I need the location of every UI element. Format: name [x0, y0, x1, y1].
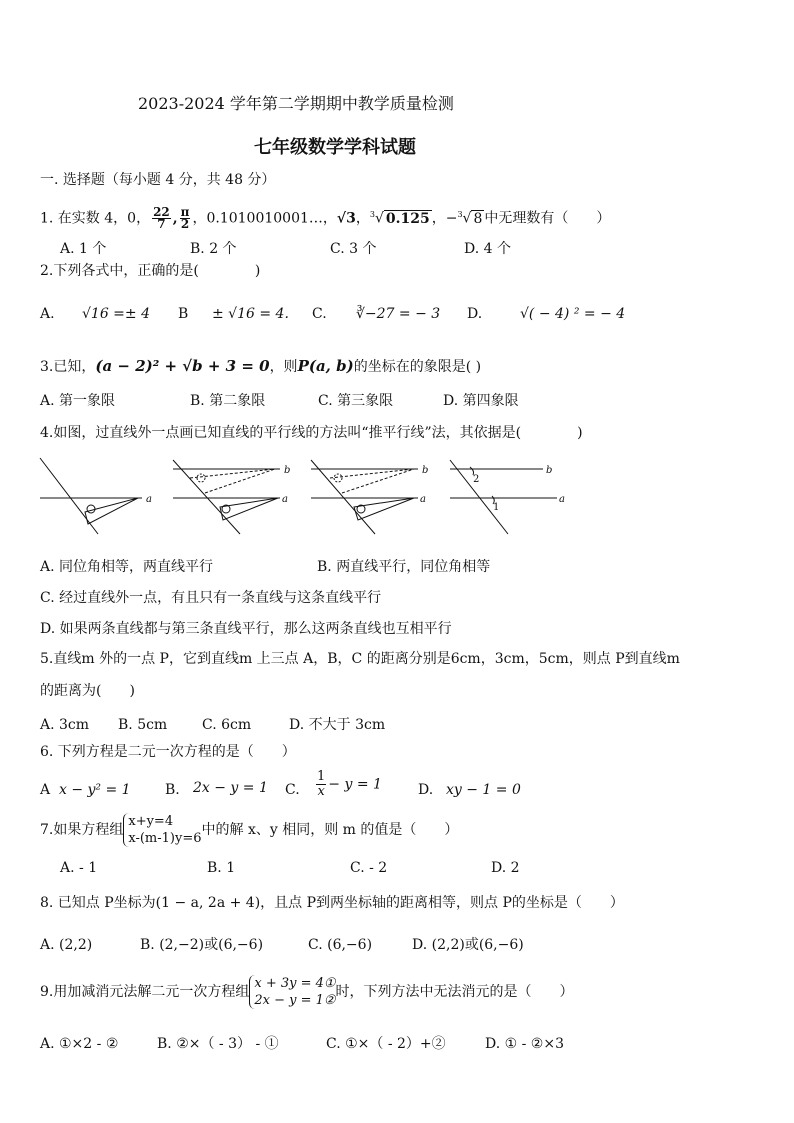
- q9-text-a: 9.用加减消元法解二元一次方程组: [40, 984, 250, 1000]
- q4-option-c[interactable]: C. 经过直线外一点，有且只有一条直线与这条直线平行: [40, 590, 382, 606]
- transversal: [173, 460, 240, 534]
- frac-num: 22: [153, 205, 170, 220]
- q2-option-a-expr: √16 =± 4: [82, 306, 151, 322]
- angle-label-2: 2: [473, 474, 480, 485]
- cbrt-radicand-8: 8: [473, 210, 483, 227]
- equation-system: [123, 813, 201, 847]
- q6-option-b-expr: 2x − y = 1: [193, 780, 268, 796]
- equation-2: x-(m-1)y=6: [128, 831, 202, 846]
- set-square: [220, 498, 278, 520]
- equation-2: 2x − y = 1②: [254, 993, 336, 1008]
- question-1-stem: 1. 在实数 4，0， $\frac{22}{7}$ , $\frac{\pi}{2}$ ，0.1010010001…，√3，$^3$√ 0.125 ，−$^3$√ 8 中无理数有（ ）: [40, 205, 611, 232]
- label-b: b: [422, 465, 429, 476]
- set-square-hole-dashed: [197, 474, 205, 482]
- frac-den: 2: [180, 217, 190, 232]
- transversal: [450, 460, 508, 534]
- q2-option-d-label[interactable]: D.: [467, 306, 483, 322]
- q3-expression: (a − 2)² + √b + 3 = 0: [95, 357, 270, 375]
- fraction-22-7: [152, 207, 171, 230]
- label-b: b: [546, 465, 553, 476]
- q7-option-d[interactable]: D. 2: [491, 860, 520, 876]
- q3-text-c: 的坐标在的象限是( ): [353, 359, 482, 375]
- question-3-stem: [40, 357, 481, 376]
- q9-option-d[interactable]: D. ① - ②×3: [485, 1036, 564, 1052]
- q5-option-a[interactable]: A. 3cm: [40, 717, 90, 733]
- q4-option-b[interactable]: B. 两直线平行，同位角相等: [317, 559, 491, 575]
- question-7-stem: [40, 813, 458, 847]
- transversal: [40, 458, 98, 534]
- q2-option-b-expr: ± √16 = 4.: [212, 306, 289, 322]
- q2-option-c-label[interactable]: C.: [312, 306, 327, 322]
- set-square-hole-dashed: [334, 474, 342, 482]
- q8-option-b[interactable]: B. (2,−2)或(6,−6): [140, 937, 264, 953]
- q1-text-tail: 中无理数有（ ）: [484, 210, 611, 227]
- set-square: [354, 498, 414, 520]
- q6-option-c-expr: [314, 770, 382, 799]
- q1-option-c[interactable]: C. 3 个: [330, 241, 377, 257]
- q7-option-a[interactable]: A. - 1: [60, 860, 98, 876]
- frac-num: 1: [317, 769, 326, 784]
- q3-text-a: 3.已知，: [40, 359, 96, 375]
- q4-option-d[interactable]: D. 如果两条直线都与第三条直线平行，那么这两条直线也互相平行: [40, 621, 452, 637]
- q1-text-a: 1. 在实数 4，0，: [40, 210, 151, 227]
- label-a: a: [146, 494, 152, 505]
- q5-option-b[interactable]: B. 5cm: [118, 717, 168, 733]
- q9-option-b[interactable]: B. ②×（ - 3） - ①: [157, 1036, 279, 1052]
- equation-1: x + 3y = 4①: [254, 976, 336, 991]
- set-square: [85, 498, 138, 524]
- q2-option-b-label[interactable]: B: [178, 306, 189, 322]
- q3-option-c[interactable]: C. 第三象限: [318, 393, 394, 409]
- label-b: b: [284, 465, 291, 476]
- question-6-stem: 6. 下列方程是二元一次方程的是（ ）: [40, 744, 296, 760]
- q7-option-b[interactable]: B. 1: [207, 860, 236, 876]
- q6-option-c-label[interactable]: C.: [285, 782, 300, 798]
- label-a: a: [559, 494, 565, 505]
- q2-option-c-expr: ∛−27 = − 3: [356, 306, 441, 322]
- question-2-stem: 2.下列各式中，正确的是( ): [40, 263, 261, 279]
- q3-point: P(a, b): [297, 357, 354, 375]
- question-5-stem-cont: 的距离为( ): [40, 683, 135, 699]
- q9-text-b: 时，下列方法中无法消元的是（ ）: [335, 984, 574, 1000]
- exam-title: 七年级数学学科试题: [254, 137, 416, 158]
- q2-option-a-label[interactable]: A.: [40, 306, 55, 322]
- q1-option-a[interactable]: A. 1 个: [60, 241, 107, 257]
- dashed-edge: [342, 469, 414, 493]
- set-square-hole: [87, 505, 95, 513]
- q7-text-a: 7.如果方程组: [40, 822, 124, 838]
- q4-option-a[interactable]: A. 同位角相等，两直线平行: [40, 559, 214, 575]
- fraction-1-x: [316, 770, 326, 799]
- question-9-stem: [40, 975, 574, 1009]
- angle-label-1: 1: [493, 502, 500, 513]
- q8-option-c[interactable]: C. (6,−6): [308, 937, 373, 953]
- q6-option-b-label[interactable]: B.: [165, 782, 180, 798]
- q1-option-d[interactable]: D. 4 个: [464, 241, 511, 257]
- frac-den: 7: [157, 217, 166, 232]
- q8-option-d[interactable]: D. (2,2)或(6,−6): [412, 937, 524, 953]
- q6-option-a-expr: x − y² = 1: [59, 782, 131, 798]
- question-5-stem: 5.直线m 外的一点 P，它到直线m 上三点 A，B，C 的距离分别是6cm，3cm，5cm，则点 P到直线m: [40, 651, 680, 667]
- q8-option-a[interactable]: A. (2,2): [40, 937, 93, 953]
- frac-num: π: [180, 205, 190, 220]
- section-heading: 一. 选择题（每小题 4 分，共 48 分）: [40, 172, 276, 188]
- q6-c-rest: − y = 1: [328, 776, 382, 793]
- q3-option-d[interactable]: D. 第四象限: [443, 393, 519, 409]
- q6-option-d-label[interactable]: D.: [418, 782, 434, 798]
- q7-option-c[interactable]: C. - 2: [350, 860, 388, 876]
- q3-option-b[interactable]: B. 第二象限: [190, 393, 266, 409]
- cbrt-index: 3: [369, 210, 375, 219]
- q6-option-d-expr: xy − 1 = 0: [446, 782, 521, 798]
- q3-text-b: ，则: [269, 359, 298, 375]
- q9-option-c[interactable]: C. ①×（ - 2）+②: [326, 1036, 446, 1052]
- frac-den: x: [317, 784, 325, 799]
- q6-option-a-label[interactable]: A: [40, 782, 51, 798]
- cbrt-index: 3: [457, 210, 463, 219]
- q5-option-d[interactable]: D. 不大于 3cm: [289, 717, 386, 733]
- equation-system: [249, 975, 335, 1009]
- sqrt-3: √3: [336, 210, 356, 227]
- question-4-stem: 4.如图，过直线外一点画已知直线的平行线的方法叫“推平行线”法，其依据是( ): [40, 425, 583, 441]
- q2-option-d-expr: √( − 4) ² = − 4: [520, 306, 626, 322]
- q5-option-c[interactable]: C. 6cm: [202, 717, 252, 733]
- q9-option-a[interactable]: A. ①×2 - ②: [40, 1036, 119, 1052]
- equation-1: x+y=4: [128, 814, 174, 829]
- fraction-pi-2: [180, 207, 191, 230]
- transversal: [311, 460, 375, 534]
- question-8-stem: 8. 已知点 P坐标为(1 − a, 2a + 4)，且点 P到两坐标轴的距离相等，则点 P的坐标是（ ）: [40, 895, 624, 911]
- label-a: a: [282, 494, 288, 505]
- label-a: a: [420, 494, 426, 505]
- q1-decimal: ，0.1010010001…，: [192, 210, 337, 227]
- q3-option-a[interactable]: A. 第一象限: [40, 393, 116, 409]
- q1-option-b[interactable]: B. 2 个: [190, 241, 237, 257]
- q7-text-b: 中的解 x、y 相同，则 m 的值是（ ）: [201, 822, 459, 838]
- q4-figure: [30, 452, 590, 542]
- cbrt-radicand: 0.125: [385, 210, 430, 227]
- exam-header: 2023-2024 学年第二学期期中教学质量检测: [138, 94, 454, 113]
